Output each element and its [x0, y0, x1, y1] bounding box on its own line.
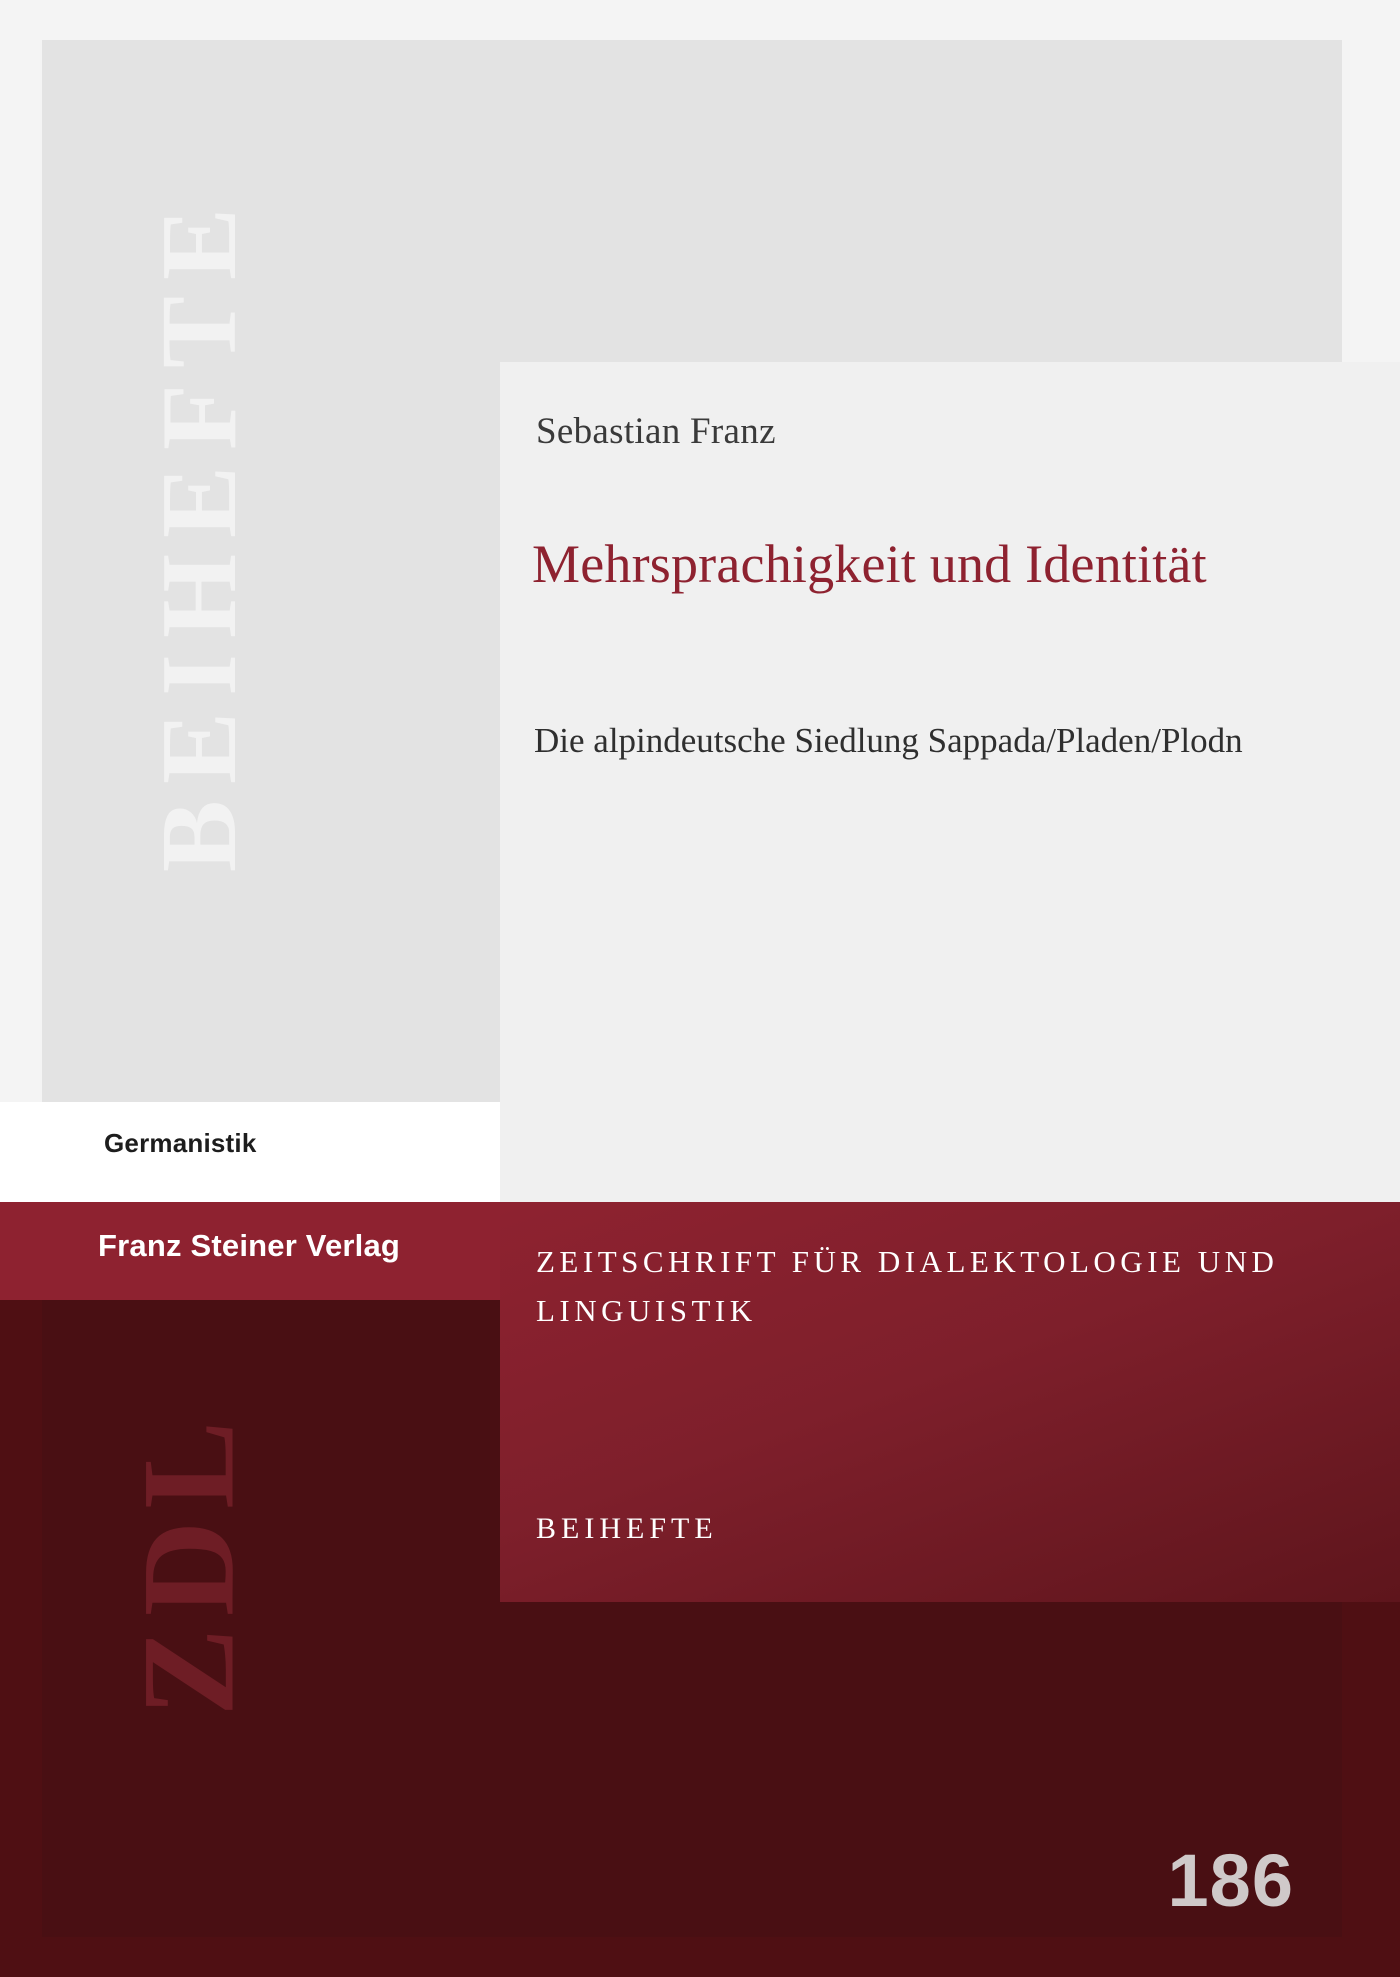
publisher-name: Franz Steiner Verlag	[98, 1228, 401, 1263]
beihefte-watermark: BEIHEFTE	[140, 191, 259, 873]
journal-title: ZEITSCHRIFT FÜR DIALEKTOLOGIE UND LINGUISTIK	[536, 1244, 1279, 1328]
journal-series-label: BEIHEFTE	[536, 1512, 718, 1545]
volume-number: 186	[1167, 1839, 1294, 1922]
book-title: Mehrsprachigkeit und Identität	[532, 534, 1207, 594]
discipline-label: Germanistik	[104, 1128, 257, 1158]
title-panel	[500, 362, 1400, 1202]
author-name: Sebastian Franz	[536, 411, 776, 452]
book-subtitle: Die alpindeutsche Siedlung Sappada/Pladen/Plodn	[534, 721, 1243, 760]
zdl-watermark: ZDL	[114, 1408, 262, 1717]
